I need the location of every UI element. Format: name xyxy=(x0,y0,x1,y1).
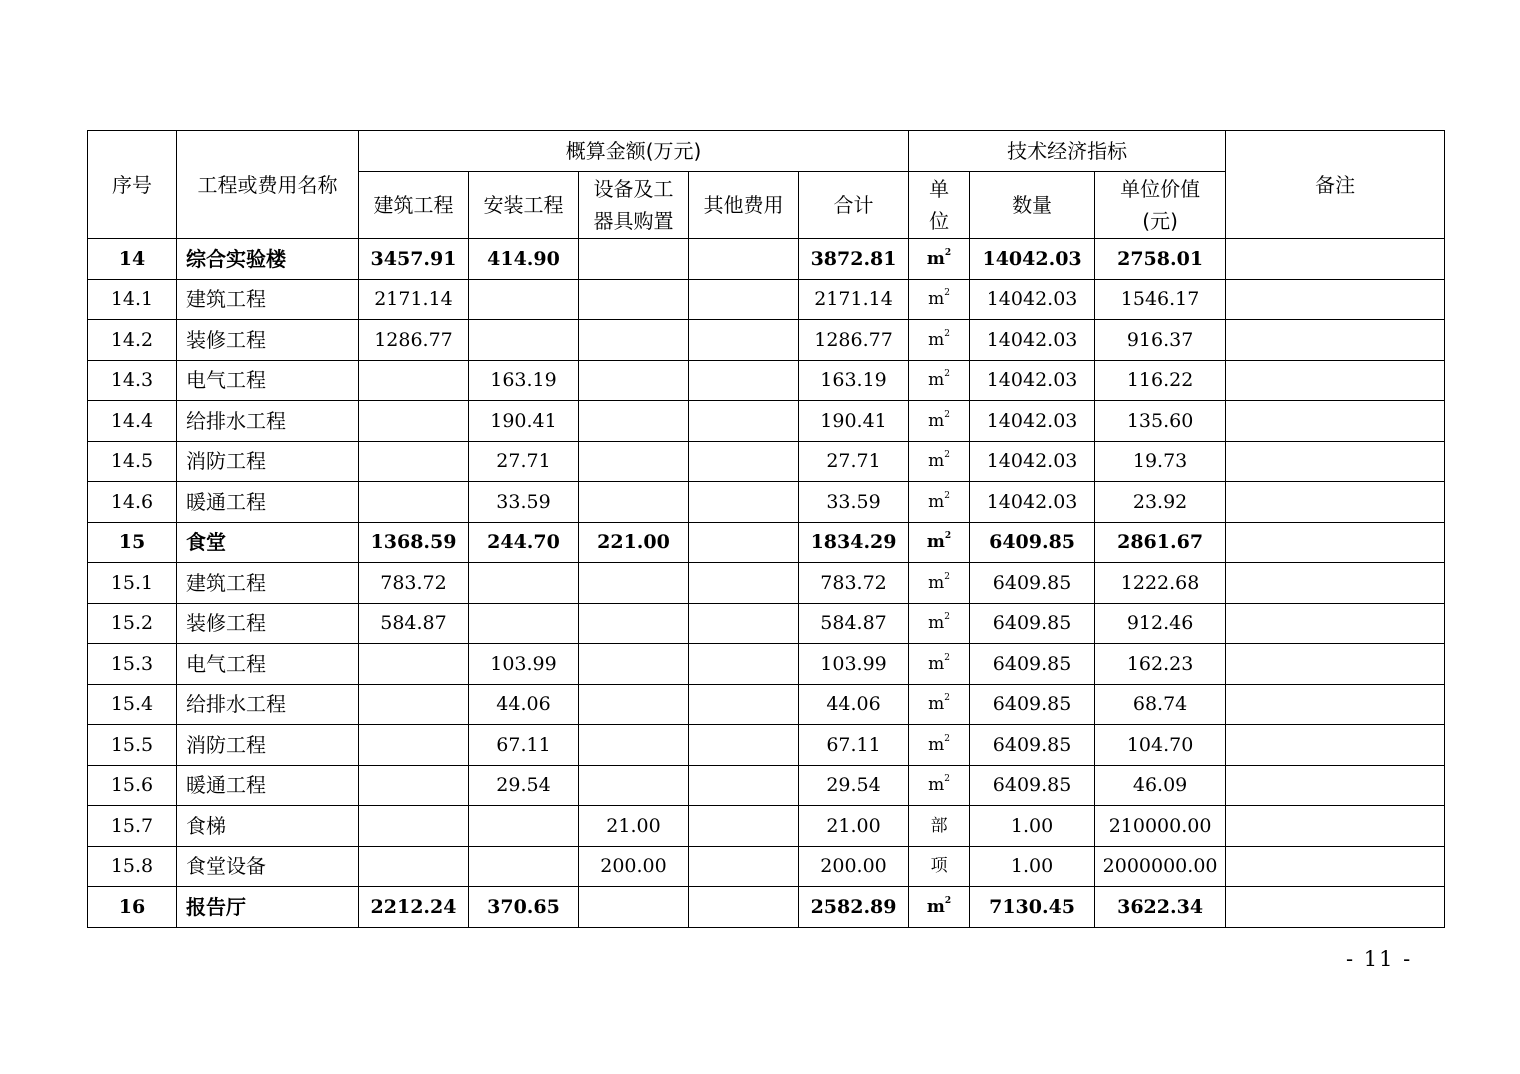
cell-index: 16 xyxy=(88,887,177,928)
cell-index: 15.2 xyxy=(88,603,177,644)
cell-name: 给排水工程 xyxy=(177,401,359,442)
header-name: 工程或费用名称 xyxy=(177,131,359,239)
table-row xyxy=(88,603,1445,644)
cell-name: 装修工程 xyxy=(177,603,359,644)
header-quantity: 数量 xyxy=(970,172,1095,239)
cell-name: 建筑工程 xyxy=(177,563,359,604)
cell-installation: 370.65 xyxy=(469,887,579,928)
cell-name: 报告厅 xyxy=(177,887,359,928)
cell-index: 15.8 xyxy=(88,846,177,887)
cell-construction xyxy=(359,765,469,806)
unit-exponent: 2 xyxy=(944,450,950,461)
table-body xyxy=(88,239,1445,928)
cell-total: 584.87 xyxy=(799,603,909,644)
cell-quantity: 6409.85 xyxy=(970,725,1095,766)
cell-name: 暖通工程 xyxy=(177,482,359,523)
cell-installation: 103.99 xyxy=(469,644,579,685)
cell-quantity: 6409.85 xyxy=(970,765,1095,806)
cell-name: 电气工程 xyxy=(177,360,359,401)
cell-quantity: 1.00 xyxy=(970,846,1095,887)
cell-total: 103.99 xyxy=(799,644,909,685)
unit-exponent: 2 xyxy=(944,652,950,663)
cell-unit xyxy=(909,806,970,847)
cell-unit xyxy=(909,401,970,442)
cell-unit xyxy=(909,360,970,401)
unit-symbol: m xyxy=(928,653,945,674)
cell-installation xyxy=(469,603,579,644)
header-equipment xyxy=(579,172,689,239)
cell-quantity: 1.00 xyxy=(970,806,1095,847)
cell-quantity: 14042.03 xyxy=(970,482,1095,523)
cell-name: 暖通工程 xyxy=(177,765,359,806)
cell-unit-value: 162.23 xyxy=(1095,644,1226,685)
cell-total: 190.41 xyxy=(799,401,909,442)
cell-installation: 67.11 xyxy=(469,725,579,766)
table-row xyxy=(88,684,1445,725)
cell-remarks xyxy=(1226,846,1445,887)
table-row xyxy=(88,441,1445,482)
cell-index: 14.4 xyxy=(88,401,177,442)
cell-construction xyxy=(359,482,469,523)
cell-other xyxy=(689,522,799,563)
unit-exponent: 2 xyxy=(944,774,950,785)
table-row xyxy=(88,279,1445,320)
header-unit-value-line1: 单位价值 xyxy=(1120,177,1201,201)
cell-quantity: 6409.85 xyxy=(970,603,1095,644)
cell-other xyxy=(689,239,799,280)
cell-unit-value: 912.46 xyxy=(1095,603,1226,644)
unit-exponent: 2 xyxy=(944,531,952,542)
cell-installation xyxy=(469,320,579,361)
cell-unit xyxy=(909,563,970,604)
cell-unit-value: 68.74 xyxy=(1095,684,1226,725)
unit-symbol: m xyxy=(928,410,945,431)
unit-symbol: m xyxy=(928,613,945,634)
cell-name: 电气工程 xyxy=(177,644,359,685)
cell-name: 建筑工程 xyxy=(177,279,359,320)
cell-remarks xyxy=(1226,522,1445,563)
cell-unit xyxy=(909,239,970,280)
cell-unit-value: 46.09 xyxy=(1095,765,1226,806)
table-row xyxy=(88,644,1445,685)
cell-unit-value: 116.22 xyxy=(1095,360,1226,401)
unit-exponent: 2 xyxy=(944,409,950,420)
cell-unit-value: 916.37 xyxy=(1095,320,1226,361)
header-index: 序号 xyxy=(88,131,177,239)
unit-symbol: m xyxy=(926,896,945,917)
cell-installation: 27.71 xyxy=(469,441,579,482)
cell-index: 15.1 xyxy=(88,563,177,604)
table-row xyxy=(88,765,1445,806)
cell-unit-value: 104.70 xyxy=(1095,725,1226,766)
cell-unit-value: 2861.67 xyxy=(1095,522,1226,563)
cell-unit-value: 210000.00 xyxy=(1095,806,1226,847)
unit-symbol: m xyxy=(928,775,945,796)
cell-name: 给排水工程 xyxy=(177,684,359,725)
cell-unit xyxy=(909,320,970,361)
cell-installation xyxy=(469,846,579,887)
cell-other xyxy=(689,360,799,401)
cell-equipment xyxy=(579,644,689,685)
unit-exponent: 2 xyxy=(944,369,950,380)
cell-quantity: 14042.03 xyxy=(970,279,1095,320)
unit-symbol: m xyxy=(928,289,945,310)
cell-construction xyxy=(359,360,469,401)
header-total: 合计 xyxy=(799,172,909,239)
cell-construction xyxy=(359,684,469,725)
header-unit xyxy=(909,172,970,239)
cell-equipment xyxy=(579,603,689,644)
header-installation: 安装工程 xyxy=(469,172,579,239)
cell-unit xyxy=(909,482,970,523)
unit-exponent: 2 xyxy=(944,571,950,582)
cell-total: 29.54 xyxy=(799,765,909,806)
cell-total: 3872.81 xyxy=(799,239,909,280)
cell-equipment xyxy=(579,360,689,401)
cell-unit xyxy=(909,846,970,887)
header-unit-line2: 位 xyxy=(929,209,950,233)
cell-installation: 190.41 xyxy=(469,401,579,442)
header-budget-group: 概算金额(万元) xyxy=(359,131,909,172)
unit-symbol: m xyxy=(928,572,945,593)
cell-construction: 783.72 xyxy=(359,563,469,604)
cell-total: 2171.14 xyxy=(799,279,909,320)
cell-construction: 2171.14 xyxy=(359,279,469,320)
header-other: 其他费用 xyxy=(689,172,799,239)
cell-unit-value: 23.92 xyxy=(1095,482,1226,523)
unit-symbol: m xyxy=(926,248,945,269)
cell-other xyxy=(689,401,799,442)
cell-other xyxy=(689,563,799,604)
cell-unit-value: 2000000.00 xyxy=(1095,846,1226,887)
cell-equipment xyxy=(579,239,689,280)
unit-exponent: 2 xyxy=(944,328,950,339)
cell-total: 1286.77 xyxy=(799,320,909,361)
cell-installation: 244.70 xyxy=(469,522,579,563)
cell-other xyxy=(689,725,799,766)
unit-symbol: 部 xyxy=(930,815,948,836)
cell-equipment xyxy=(579,563,689,604)
unit-exponent: 2 xyxy=(944,612,950,623)
cell-remarks xyxy=(1226,644,1445,685)
cell-total: 200.00 xyxy=(799,846,909,887)
cell-remarks xyxy=(1226,482,1445,523)
header-unit-line1: 单 xyxy=(929,177,950,201)
cell-quantity: 14042.03 xyxy=(970,401,1095,442)
table-row xyxy=(88,806,1445,847)
unit-symbol: m xyxy=(928,451,945,472)
header-equipment-line1: 设备及工 xyxy=(593,177,674,201)
unit-exponent: 2 xyxy=(944,490,950,501)
cell-other xyxy=(689,684,799,725)
cell-total: 33.59 xyxy=(799,482,909,523)
table-row xyxy=(88,320,1445,361)
cell-installation xyxy=(469,279,579,320)
table-row xyxy=(88,725,1445,766)
cell-construction xyxy=(359,644,469,685)
cell-unit-value: 135.60 xyxy=(1095,401,1226,442)
cell-remarks xyxy=(1226,239,1445,280)
unit-symbol: m xyxy=(928,329,945,350)
cell-remarks xyxy=(1226,603,1445,644)
cell-installation: 33.59 xyxy=(469,482,579,523)
cell-remarks xyxy=(1226,563,1445,604)
cell-index: 15.6 xyxy=(88,765,177,806)
cell-name: 食堂设备 xyxy=(177,846,359,887)
cell-index: 15 xyxy=(88,522,177,563)
cell-remarks xyxy=(1226,441,1445,482)
cell-construction xyxy=(359,846,469,887)
unit-exponent: 2 xyxy=(944,693,950,704)
cell-equipment xyxy=(579,320,689,361)
cell-total: 783.72 xyxy=(799,563,909,604)
cell-name: 消防工程 xyxy=(177,441,359,482)
cell-installation: 29.54 xyxy=(469,765,579,806)
unit-symbol: 项 xyxy=(930,856,948,877)
cell-other xyxy=(689,765,799,806)
cell-installation xyxy=(469,806,579,847)
cell-unit xyxy=(909,887,970,928)
cell-index: 14.1 xyxy=(88,279,177,320)
cell-index: 14 xyxy=(88,239,177,280)
cell-unit-value: 1546.17 xyxy=(1095,279,1226,320)
cell-equipment: 21.00 xyxy=(579,806,689,847)
cell-quantity: 6409.85 xyxy=(970,563,1095,604)
cell-remarks xyxy=(1226,887,1445,928)
cell-construction: 1368.59 xyxy=(359,522,469,563)
cell-remarks xyxy=(1226,320,1445,361)
header-remarks: 备注 xyxy=(1226,131,1445,239)
cell-other xyxy=(689,887,799,928)
cell-installation xyxy=(469,563,579,604)
cell-quantity: 6409.85 xyxy=(970,644,1095,685)
cell-quantity: 14042.03 xyxy=(970,441,1095,482)
cell-construction xyxy=(359,441,469,482)
table-row xyxy=(88,482,1445,523)
header-unit-value-line2: (元) xyxy=(1142,209,1178,233)
cell-unit xyxy=(909,765,970,806)
cell-construction: 1286.77 xyxy=(359,320,469,361)
cell-quantity: 6409.85 xyxy=(970,522,1095,563)
cell-equipment xyxy=(579,482,689,523)
cell-index: 15.3 xyxy=(88,644,177,685)
header-construction: 建筑工程 xyxy=(359,172,469,239)
cell-equipment xyxy=(579,887,689,928)
unit-symbol: m xyxy=(926,532,945,553)
cell-index: 15.4 xyxy=(88,684,177,725)
cell-total: 163.19 xyxy=(799,360,909,401)
cell-index: 14.5 xyxy=(88,441,177,482)
cell-name: 食梯 xyxy=(177,806,359,847)
table-row xyxy=(88,401,1445,442)
cell-unit-value: 1222.68 xyxy=(1095,563,1226,604)
cell-remarks xyxy=(1226,360,1445,401)
unit-symbol: m xyxy=(928,694,945,715)
cell-other xyxy=(689,320,799,361)
cell-construction: 584.87 xyxy=(359,603,469,644)
cell-quantity: 14042.03 xyxy=(970,360,1095,401)
cell-unit xyxy=(909,522,970,563)
cell-total: 67.11 xyxy=(799,725,909,766)
cell-index: 14.2 xyxy=(88,320,177,361)
cell-remarks xyxy=(1226,765,1445,806)
estimate-table xyxy=(87,130,1445,928)
header-equipment-line2: 器具购置 xyxy=(593,209,674,233)
cell-equipment: 221.00 xyxy=(579,522,689,563)
cell-quantity: 7130.45 xyxy=(970,887,1095,928)
cell-equipment xyxy=(579,279,689,320)
table-row xyxy=(88,360,1445,401)
cell-equipment xyxy=(579,401,689,442)
cell-unit xyxy=(909,441,970,482)
table-row xyxy=(88,563,1445,604)
cell-installation: 163.19 xyxy=(469,360,579,401)
cell-installation: 44.06 xyxy=(469,684,579,725)
cell-total: 27.71 xyxy=(799,441,909,482)
unit-exponent: 2 xyxy=(944,895,952,906)
table-row xyxy=(88,522,1445,563)
cell-unit xyxy=(909,684,970,725)
cell-other xyxy=(689,644,799,685)
cell-name: 综合实验楼 xyxy=(177,239,359,280)
unit-symbol: m xyxy=(928,734,945,755)
cell-total: 1834.29 xyxy=(799,522,909,563)
cell-remarks xyxy=(1226,279,1445,320)
unit-exponent: 2 xyxy=(944,288,950,299)
cell-quantity: 14042.03 xyxy=(970,239,1095,280)
cell-other xyxy=(689,279,799,320)
cell-unit xyxy=(909,279,970,320)
cell-quantity: 6409.85 xyxy=(970,684,1095,725)
page-number: - 11 - xyxy=(1346,947,1413,971)
cell-total: 2582.89 xyxy=(799,887,909,928)
cell-unit-value: 19.73 xyxy=(1095,441,1226,482)
header-index-group: 技术经济指标 xyxy=(909,131,1226,172)
unit-symbol: m xyxy=(928,370,945,391)
cell-remarks xyxy=(1226,684,1445,725)
cell-unit-value: 3622.34 xyxy=(1095,887,1226,928)
cell-equipment xyxy=(579,725,689,766)
cell-quantity: 14042.03 xyxy=(970,320,1095,361)
cell-other xyxy=(689,846,799,887)
cell-installation: 414.90 xyxy=(469,239,579,280)
cell-unit xyxy=(909,725,970,766)
cell-index: 14.3 xyxy=(88,360,177,401)
cell-name: 消防工程 xyxy=(177,725,359,766)
cell-remarks xyxy=(1226,401,1445,442)
cell-remarks xyxy=(1226,806,1445,847)
cell-equipment xyxy=(579,684,689,725)
cell-index: 14.6 xyxy=(88,482,177,523)
cell-index: 15.7 xyxy=(88,806,177,847)
cell-construction xyxy=(359,725,469,766)
cell-total: 21.00 xyxy=(799,806,909,847)
cell-other xyxy=(689,603,799,644)
cell-name: 装修工程 xyxy=(177,320,359,361)
cell-total: 44.06 xyxy=(799,684,909,725)
cell-unit-value: 2758.01 xyxy=(1095,239,1226,280)
cell-index: 15.5 xyxy=(88,725,177,766)
cell-other xyxy=(689,441,799,482)
cell-construction: 3457.91 xyxy=(359,239,469,280)
cell-construction xyxy=(359,401,469,442)
table-row xyxy=(88,887,1445,928)
cell-equipment xyxy=(579,765,689,806)
cell-other xyxy=(689,482,799,523)
header-unit-value xyxy=(1095,172,1226,239)
cell-other xyxy=(689,806,799,847)
cell-remarks xyxy=(1226,725,1445,766)
cell-construction: 2212.24 xyxy=(359,887,469,928)
cell-unit xyxy=(909,603,970,644)
cell-name: 食堂 xyxy=(177,522,359,563)
cell-equipment: 200.00 xyxy=(579,846,689,887)
unit-symbol: m xyxy=(928,491,945,512)
unit-exponent: 2 xyxy=(944,733,950,744)
cell-equipment xyxy=(579,441,689,482)
table-row xyxy=(88,239,1445,280)
cell-unit xyxy=(909,644,970,685)
table-row xyxy=(88,846,1445,887)
unit-exponent: 2 xyxy=(944,247,952,258)
cell-construction xyxy=(359,806,469,847)
